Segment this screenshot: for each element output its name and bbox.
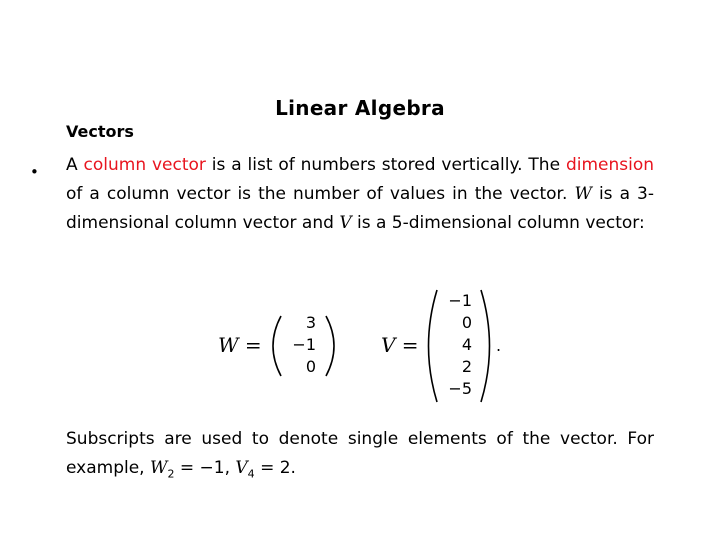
w-vector: [284, 312, 316, 378]
intro-text-1: A: [66, 155, 84, 175]
w-left-paren: [273, 316, 281, 376]
intro-text-5: is a 5-dimensional column vector:: [351, 213, 645, 233]
v-element: 2: [461, 357, 472, 376]
bullet-icon: •: [30, 163, 39, 181]
equation-period: .: [496, 336, 502, 355]
page-title: Linear Algebra: [275, 96, 445, 120]
outro-text-3: = 2.: [254, 458, 296, 478]
v-label: V =: [381, 333, 419, 357]
w-element: 3: [305, 313, 316, 332]
v-left-paren: [429, 290, 438, 402]
section-subtitle: Vectors: [66, 122, 134, 141]
intro-text-2: is a list of numbers stored vertically. The: [205, 155, 566, 175]
w-element: 0: [305, 357, 316, 376]
outro-text-1: Subscripts are used to denote single elements of the vector. For example,: [66, 429, 654, 478]
v-element: 4: [461, 335, 472, 354]
intro-text-3: of a column vector is the number of values in the vector.: [66, 184, 575, 204]
w-subscript: 2: [167, 467, 175, 481]
v-element: −5: [448, 379, 472, 398]
w-label: W =: [218, 333, 262, 357]
outro-paragraph: [66, 425, 654, 488]
var-w: W: [574, 184, 592, 204]
var-w-subscripted: W: [149, 458, 168, 478]
w-element: −1: [292, 335, 316, 354]
outro-text-2: = −1,: [174, 458, 236, 478]
v-element: 0: [461, 313, 472, 332]
var-v-subscripted: V: [235, 458, 248, 478]
w-right-paren: [326, 316, 334, 376]
v-vector: [440, 290, 472, 400]
v-right-paren: [481, 290, 490, 402]
intro-text-4: is a 3-dimensional column vector and: [66, 184, 654, 233]
v-subscript: 4: [247, 467, 255, 481]
var-v: V: [339, 213, 352, 233]
v-element: −1: [448, 291, 472, 310]
term-column-vector: column vector: [83, 155, 206, 175]
term-dimension: dimension: [565, 155, 655, 175]
